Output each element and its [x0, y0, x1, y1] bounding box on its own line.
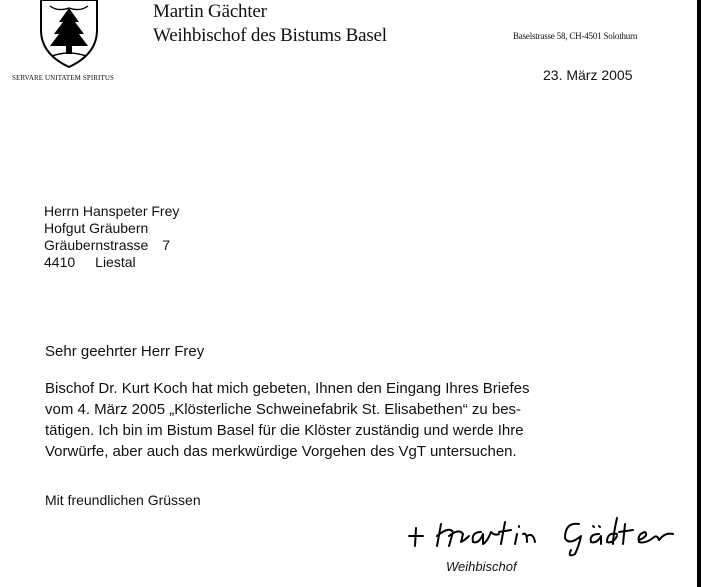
recipient-street: Gräubernstrasse	[44, 237, 149, 253]
body-line: Vorwürfe, aber auch das merkwürdige Vorgehen des VgT untersuchen.	[45, 443, 517, 460]
sender-name: Martin Gächter	[153, 1, 267, 22]
scan-edge-border	[697, 0, 701, 587]
body-line: vom 4. März 2005 „Klösterliche Schweinefabrik St. Elisabethen“ zu bes-	[45, 401, 522, 418]
sender-title: Weihbischof des Bistums Basel	[153, 25, 387, 46]
body-line: tätigen. Ich bin im Bistum Basel für die Klöster zuständig und werde Ihre	[45, 422, 524, 439]
recipient-city: Liestal	[95, 254, 136, 270]
sender-address: Baselstrasse 58, CH-4501 Solothurn	[513, 31, 638, 41]
signer-role: Weihbischof	[446, 559, 517, 574]
salutation: Sehr geehrter Herr Frey	[45, 343, 205, 360]
recipient-city-line	[44, 254, 136, 270]
letterhead-motto: SERVARE UNITATEM SPIRITUS	[12, 74, 114, 82]
recipient-name: Herrn Hanspeter Frey	[44, 203, 180, 219]
recipient-street-line	[44, 237, 170, 253]
recipient-farm: Hofgut Gräubern	[44, 220, 149, 236]
closing: Mit freundlichen Grüssen	[45, 492, 201, 508]
bishop-coat-of-arms-icon	[38, 0, 100, 68]
handwritten-signature	[403, 512, 683, 558]
recipient-street-number: 7	[162, 237, 171, 253]
recipient-postal-code: 4410	[44, 254, 76, 270]
letter-date: 23. März 2005	[543, 67, 633, 83]
letter-body	[45, 378, 655, 462]
body-line: Bischof Dr. Kurt Koch hat mich gebeten, Ihnen den Eingang Ihres Briefes	[45, 380, 530, 397]
